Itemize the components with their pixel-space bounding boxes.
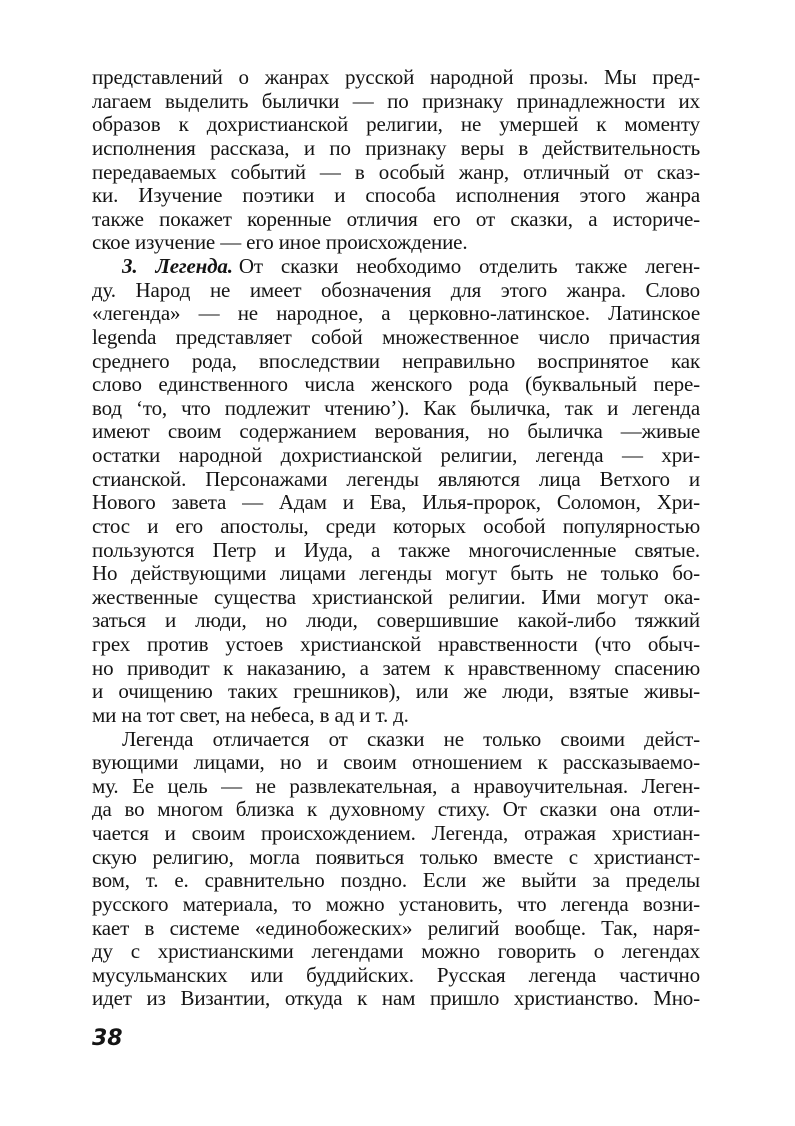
- text-line: мусульманских или буддийских. Русская легенда частично: [92, 962, 700, 987]
- text-line: пользуются Петр и Иуда, а также многочисленные святые.: [92, 537, 700, 562]
- text-line: ское изучение — его иное происхождение.: [92, 230, 468, 255]
- text-line: образов к дохристианской религии, не умершей к моменту: [92, 112, 700, 137]
- text-line: ду с христианскими легендами можно говорить о легендах: [92, 939, 700, 964]
- text-line: Нового завета — Адам и Ева, Илья-пророк, Соломон, Хри-: [92, 490, 700, 515]
- text-line: жественные существа христианской религии. Ими могут ока-: [92, 584, 700, 609]
- text-line: да во многом близка к духовному стиху. От сказки она отли-: [92, 797, 700, 822]
- text-line: представлений о жанрах русской народной прозы. Мы пред-: [92, 65, 700, 89]
- text-line: имеют своим содержанием верования, но быличка —живые: [92, 419, 700, 444]
- text-line: слово единственного числа женского рода (буквальный пере-: [92, 372, 700, 397]
- text-line: передаваемых событий — в особый жанр, отличный от сказ-: [92, 159, 700, 184]
- text-line: грех против устоев христианской нравственности (что обыч-: [92, 632, 700, 656]
- text-line: вующими лицами, но и своим отношением к рассказываемо-: [92, 750, 700, 775]
- text-line: также покажет коренные отличия его от сказки, а историче-: [92, 206, 700, 231]
- text-line: чается и своим происхождением. Легенда, отражая христиан-: [92, 821, 700, 845]
- text-line: русского материала, то можно установить, что легенда возни-: [92, 891, 700, 916]
- text-line: вом, т. е. сравнительно поздно. Если же выйти за пределы: [92, 868, 700, 893]
- text-line: Но действующими лицами легенды могут быть не только бо-: [92, 561, 700, 586]
- page-text: [92, 66, 700, 1011]
- text-line: стианской. Персонажами легенды являются лица Ветхого и: [92, 466, 700, 491]
- page-number: 38: [92, 1026, 123, 1051]
- text-line: ки. Изучение поэтики и способа исполнения этого жанра: [92, 183, 700, 208]
- text-line: идет из Византии, откуда к нам пришло христианство. Мно-: [92, 986, 700, 1011]
- text-line: лагаем выделить былички — по признаку принадлежности их: [92, 88, 700, 113]
- text-line: остатки народной дохристианской религии, легенда — хри-: [92, 443, 700, 467]
- text-line: му. Ее цель — не развлекательная, а нравоучительная. Леген-: [92, 773, 700, 798]
- text-line: среднего рода, впоследствии неправильно воспринятое как: [92, 348, 700, 373]
- text-line: «легенда» — не народное, а церковно-латинское. Латинское: [92, 301, 700, 326]
- text-line: ду. Народ не имеет обозначения для этого жанра. Слово: [92, 277, 700, 302]
- text-line: ми на тот свет, на небеса, в ад и т. д.: [92, 702, 409, 727]
- text-line: кает в системе «единобожеских» религий вообще. Так, наря-: [92, 915, 700, 940]
- text-line: и очищению таких грешников), или же люди, взятые живы-: [92, 679, 700, 704]
- section-start-line: [92, 255, 700, 279]
- text-line: вод ‘то, что подлежит чтению’). Как быличка, так и легенда: [92, 395, 700, 420]
- text-line: заться и люди, но люди, совершившие какой-либо тяжкий: [92, 608, 700, 633]
- text-line: Легенда отличается от сказки не только своими дейст-: [122, 726, 700, 751]
- section-heading: 3. Легенда.: [122, 254, 233, 278]
- text-line: скую религию, могла появиться только вместе с христианст-: [92, 844, 700, 869]
- text-line: исполнения рассказа, и по признаку веры в действительность: [92, 135, 700, 160]
- text-line: стос и его апостолы, среди которых особой популярностью: [92, 513, 700, 538]
- text-line: но приводит к наказанию, а затем к нравственному спасению: [92, 655, 700, 680]
- text-line: От сказки необходимо отделить также леген-: [238, 254, 701, 278]
- text-line: legenda представляет собой множественное число причастия: [92, 324, 700, 349]
